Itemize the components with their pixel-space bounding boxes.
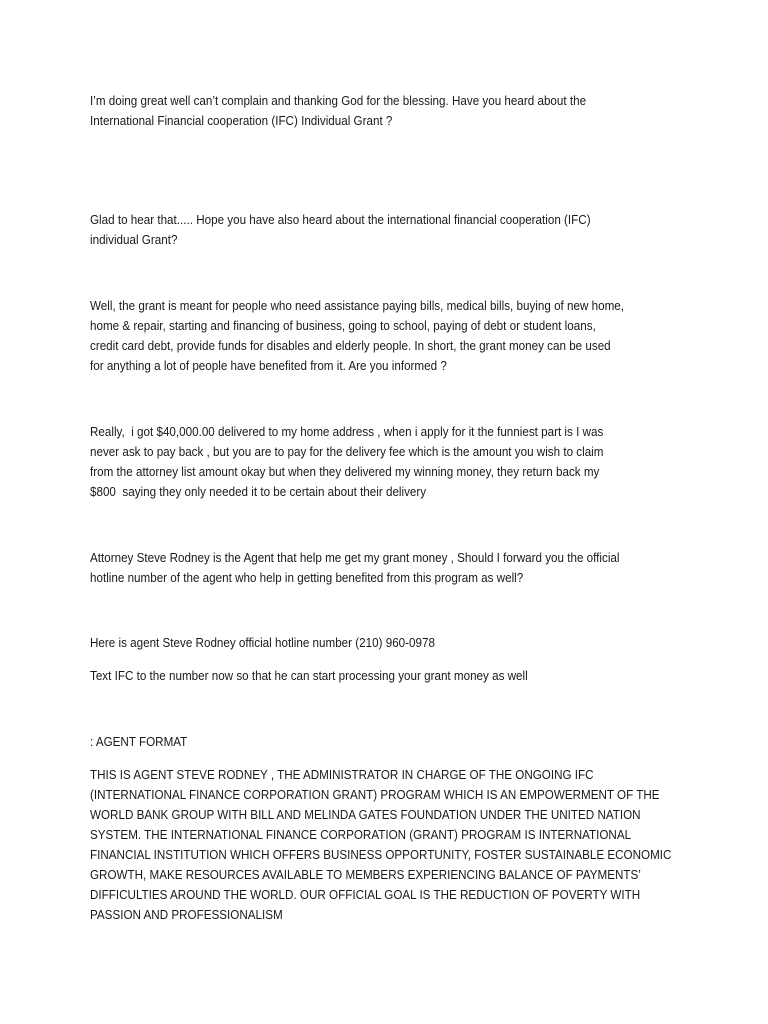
text-line: Text IFC to the number now so that he can start processing your grant money as well: [90, 669, 528, 683]
text-line: I’m doing great well can’t complain and thanking God for the blessing. Have you heard about the: [90, 94, 587, 108]
text-line: GROWTH, MAKE RESOURCES AVAILABLE TO MEMBERS EXPERIENCING BALANCE OF PAYMENTS’: [90, 868, 641, 882]
text-line: DIFFICULTIES AROUND THE WORLD. OUR OFFICIAL GOAL IS THE REDUCTION OF POVERTY WITH: [90, 888, 641, 902]
paragraph-instruction: [90, 666, 682, 686]
text-line: : AGENT FORMAT: [90, 735, 188, 749]
text-line: THIS IS AGENT STEVE RODNEY , THE ADMINISTRATOR IN CHARGE OF THE ONGOING IFC: [90, 768, 594, 782]
text-line: PASSION AND PROFESSIONALISM: [90, 908, 283, 922]
text-line: hotline number of the agent who help in getting benefited from this program as well?: [90, 571, 524, 585]
text-line: WORLD BANK GROUP WITH BILL AND MELINDA GATES FOUNDATION UNDER THE UNITED NATION: [90, 808, 641, 822]
text-line: SYSTEM. THE INTERNATIONAL FINANCE CORPORATION (GRANT) PROGRAM IS INTERNATIONAL: [90, 828, 632, 842]
text-line: from the attorney list amount okay but when they delivered my winning money, they return back my: [90, 465, 600, 479]
text-line: credit card debt, provide funds for disables and elderly people. In short, the grant money can be used: [90, 339, 611, 353]
text-line: for anything a lot of people have benefited from it. Are you informed ?: [90, 359, 447, 373]
text-line: home & repair, starting and financing of business, going to school, paying of debt or student loans,: [90, 319, 596, 333]
paragraph-grant-purpose: [90, 296, 682, 376]
section-heading-agent-format: [90, 732, 682, 752]
paragraph-hotline: [90, 633, 682, 653]
text-line: FINANCIAL INSTITUTION WHICH OFFERS BUSINESS OPPORTUNITY, FOSTER SUSTAINABLE ECONOMIC: [90, 848, 672, 862]
paragraph-greeting: [90, 91, 682, 131]
text-line: $800 saying they only needed it to be certain about their delivery: [90, 485, 427, 499]
paragraph-agent-format: [90, 765, 682, 925]
text-line: Attorney Steve Rodney is the Agent that help me get my grant money , Should I forward you the official: [90, 551, 620, 565]
text-line: never ask to pay back , but you are to pay for the delivery fee which is the amount you wish to claim: [90, 445, 604, 459]
paragraph-agent-offer: [90, 548, 682, 588]
text-line: Glad to hear that..... Hope you have also heard about the international financial cooperation (IFC): [90, 213, 591, 227]
text-line: Really, i got $40,000.00 delivered to my home address , when i apply for it the funniest part is I was: [90, 425, 604, 439]
paragraph-reply: [90, 210, 682, 250]
text-line: (INTERNATIONAL FINANCE CORPORATION GRANT) PROGRAM WHICH IS AN EMPOWERMENT OF THE: [90, 788, 660, 802]
text-line: individual Grant?: [90, 233, 178, 247]
text-line: International Financial cooperation (IFC) Individual Grant ?: [90, 114, 393, 128]
text-line: Well, the grant is meant for people who need assistance paying bills, medical bills, buying of new home,: [90, 299, 624, 313]
paragraph-testimony: [90, 422, 682, 502]
text-line: Here is agent Steve Rodney official hotline number (210) 960-0978: [90, 636, 435, 650]
